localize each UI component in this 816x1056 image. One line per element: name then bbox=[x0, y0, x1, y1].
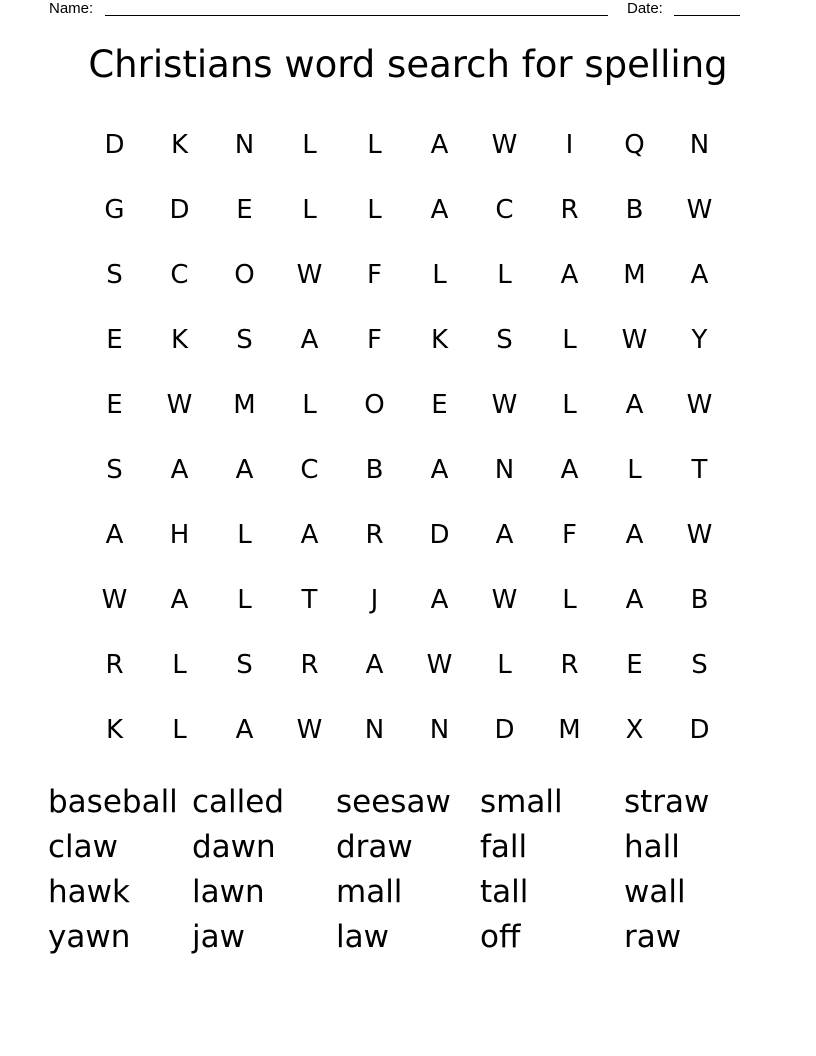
grid-cell: B bbox=[365, 454, 384, 485]
grid-cell: F bbox=[367, 324, 382, 355]
grid-cell: L bbox=[237, 584, 252, 615]
grid-cell: W bbox=[686, 389, 713, 420]
grid-cell: E bbox=[106, 389, 123, 420]
grid-cell: L bbox=[367, 194, 382, 225]
grid-cell: E bbox=[106, 324, 123, 355]
word-list-item: draw bbox=[336, 829, 413, 865]
word-list-item: wall bbox=[624, 874, 686, 910]
grid-cell: G bbox=[104, 194, 125, 225]
grid-cell: S bbox=[691, 649, 708, 680]
grid-cell: L bbox=[237, 519, 252, 550]
grid-cell: M bbox=[233, 389, 256, 420]
grid-cell: Y bbox=[691, 324, 708, 355]
grid-cell: B bbox=[690, 584, 709, 615]
grid-cell: C bbox=[170, 259, 189, 290]
grid-cell: N bbox=[494, 454, 515, 485]
grid-cell: A bbox=[495, 519, 514, 550]
grid-cell: J bbox=[370, 584, 379, 615]
grid-cell: O bbox=[364, 389, 385, 420]
grid-cell: A bbox=[690, 259, 709, 290]
grid-cell: R bbox=[560, 194, 579, 225]
grid-cell: W bbox=[166, 389, 193, 420]
grid-cell: B bbox=[625, 194, 644, 225]
grid-cell: L bbox=[302, 129, 317, 160]
grid-cell: I bbox=[565, 129, 574, 160]
grid-cell: E bbox=[431, 389, 448, 420]
date-label: Date: bbox=[627, 0, 663, 17]
word-list-item: law bbox=[336, 919, 389, 955]
grid-cell: E bbox=[236, 194, 253, 225]
grid-cell: A bbox=[560, 259, 579, 290]
name-line bbox=[105, 15, 608, 16]
grid-cell: A bbox=[560, 454, 579, 485]
worksheet-header bbox=[49, 0, 749, 20]
grid-cell: L bbox=[497, 649, 512, 680]
grid-cell: T bbox=[691, 454, 708, 485]
word-list-item: straw bbox=[624, 784, 710, 820]
word-list-item: lawn bbox=[192, 874, 265, 910]
word-list-item: fall bbox=[480, 829, 528, 865]
grid-cell: M bbox=[558, 714, 581, 745]
grid-cell: D bbox=[169, 194, 190, 225]
grid-cell: A bbox=[235, 454, 254, 485]
grid-cell: W bbox=[686, 194, 713, 225]
grid-cell: F bbox=[367, 259, 382, 290]
word-list-item: called bbox=[192, 784, 285, 820]
grid-cell: C bbox=[300, 454, 319, 485]
grid-cell: A bbox=[365, 649, 384, 680]
grid-cell: A bbox=[300, 519, 319, 550]
page-title: Christians word search for spelling bbox=[88, 43, 728, 86]
grid-cell: A bbox=[625, 584, 644, 615]
grid-cell: W bbox=[491, 389, 518, 420]
word-list-item: yawn bbox=[48, 919, 131, 955]
letter-grid bbox=[82, 112, 732, 762]
grid-cell: R bbox=[300, 649, 319, 680]
grid-cell: W bbox=[491, 129, 518, 160]
grid-cell: A bbox=[430, 584, 449, 615]
word-list-item: seesaw bbox=[336, 784, 451, 820]
grid-cell: W bbox=[426, 649, 453, 680]
grid-cell: S bbox=[236, 324, 253, 355]
grid-cell: F bbox=[562, 519, 577, 550]
grid-cell: L bbox=[302, 194, 317, 225]
grid-cell: D bbox=[429, 519, 450, 550]
grid-cell: A bbox=[170, 584, 189, 615]
grid-cell: N bbox=[364, 714, 385, 745]
word-list-item: tall bbox=[480, 874, 529, 910]
grid-cell: R bbox=[560, 649, 579, 680]
grid-cell: A bbox=[235, 714, 254, 745]
grid-cell: A bbox=[625, 519, 644, 550]
grid-cell: W bbox=[101, 584, 128, 615]
grid-cell: L bbox=[627, 454, 642, 485]
word-list-item: off bbox=[480, 919, 521, 955]
grid-cell: A bbox=[105, 519, 124, 550]
grid-cell: A bbox=[430, 454, 449, 485]
grid-cell: D bbox=[689, 714, 710, 745]
word-list bbox=[48, 780, 768, 960]
grid-cell: S bbox=[496, 324, 513, 355]
word-list-item: dawn bbox=[192, 829, 276, 865]
grid-cell: S bbox=[106, 259, 123, 290]
grid-cell: N bbox=[689, 129, 710, 160]
grid-cell: T bbox=[301, 584, 318, 615]
grid-cell: L bbox=[367, 129, 382, 160]
date-line bbox=[674, 15, 740, 16]
grid-cell: W bbox=[686, 519, 713, 550]
grid-cell: A bbox=[430, 129, 449, 160]
grid-cell: N bbox=[429, 714, 450, 745]
grid-cell: K bbox=[170, 129, 189, 160]
word-list-item: jaw bbox=[192, 919, 245, 955]
grid-cell: L bbox=[302, 389, 317, 420]
grid-cell: R bbox=[105, 649, 124, 680]
grid-cell: W bbox=[296, 259, 323, 290]
grid-cell: A bbox=[300, 324, 319, 355]
grid-cell: L bbox=[172, 714, 187, 745]
grid-cell: D bbox=[494, 714, 515, 745]
grid-cell: W bbox=[491, 584, 518, 615]
grid-cell: D bbox=[104, 129, 125, 160]
grid-cell: A bbox=[170, 454, 189, 485]
word-list-item: small bbox=[480, 784, 563, 820]
grid-cell: L bbox=[562, 584, 577, 615]
grid-cell: L bbox=[172, 649, 187, 680]
grid-cell: S bbox=[106, 454, 123, 485]
name-label: Name: bbox=[49, 0, 94, 17]
grid-cell: K bbox=[170, 324, 189, 355]
grid-cell: Q bbox=[624, 129, 645, 160]
grid-cell: W bbox=[621, 324, 648, 355]
word-list-item: raw bbox=[624, 919, 682, 955]
grid-cell: K bbox=[430, 324, 449, 355]
grid-cell: R bbox=[365, 519, 384, 550]
grid-cell: E bbox=[626, 649, 643, 680]
grid-cell: N bbox=[234, 129, 255, 160]
grid-cell: X bbox=[625, 714, 644, 745]
grid-cell: W bbox=[296, 714, 323, 745]
grid-cell: O bbox=[234, 259, 255, 290]
grid-cell: L bbox=[562, 324, 577, 355]
grid-cell: H bbox=[169, 519, 190, 550]
grid-cell: L bbox=[562, 389, 577, 420]
word-list-item: claw bbox=[48, 829, 119, 865]
word-list-item: mall bbox=[336, 874, 403, 910]
grid-cell: L bbox=[497, 259, 512, 290]
grid-cell: A bbox=[430, 194, 449, 225]
word-list-item: hall bbox=[624, 829, 680, 865]
grid-cell: K bbox=[105, 714, 124, 745]
word-list-item: hawk bbox=[48, 874, 130, 910]
grid-cell: L bbox=[432, 259, 447, 290]
grid-cell: M bbox=[623, 259, 646, 290]
word-list-item: baseball bbox=[48, 784, 178, 820]
grid-cell: A bbox=[625, 389, 644, 420]
grid-cell: S bbox=[236, 649, 253, 680]
grid-cell: C bbox=[495, 194, 514, 225]
